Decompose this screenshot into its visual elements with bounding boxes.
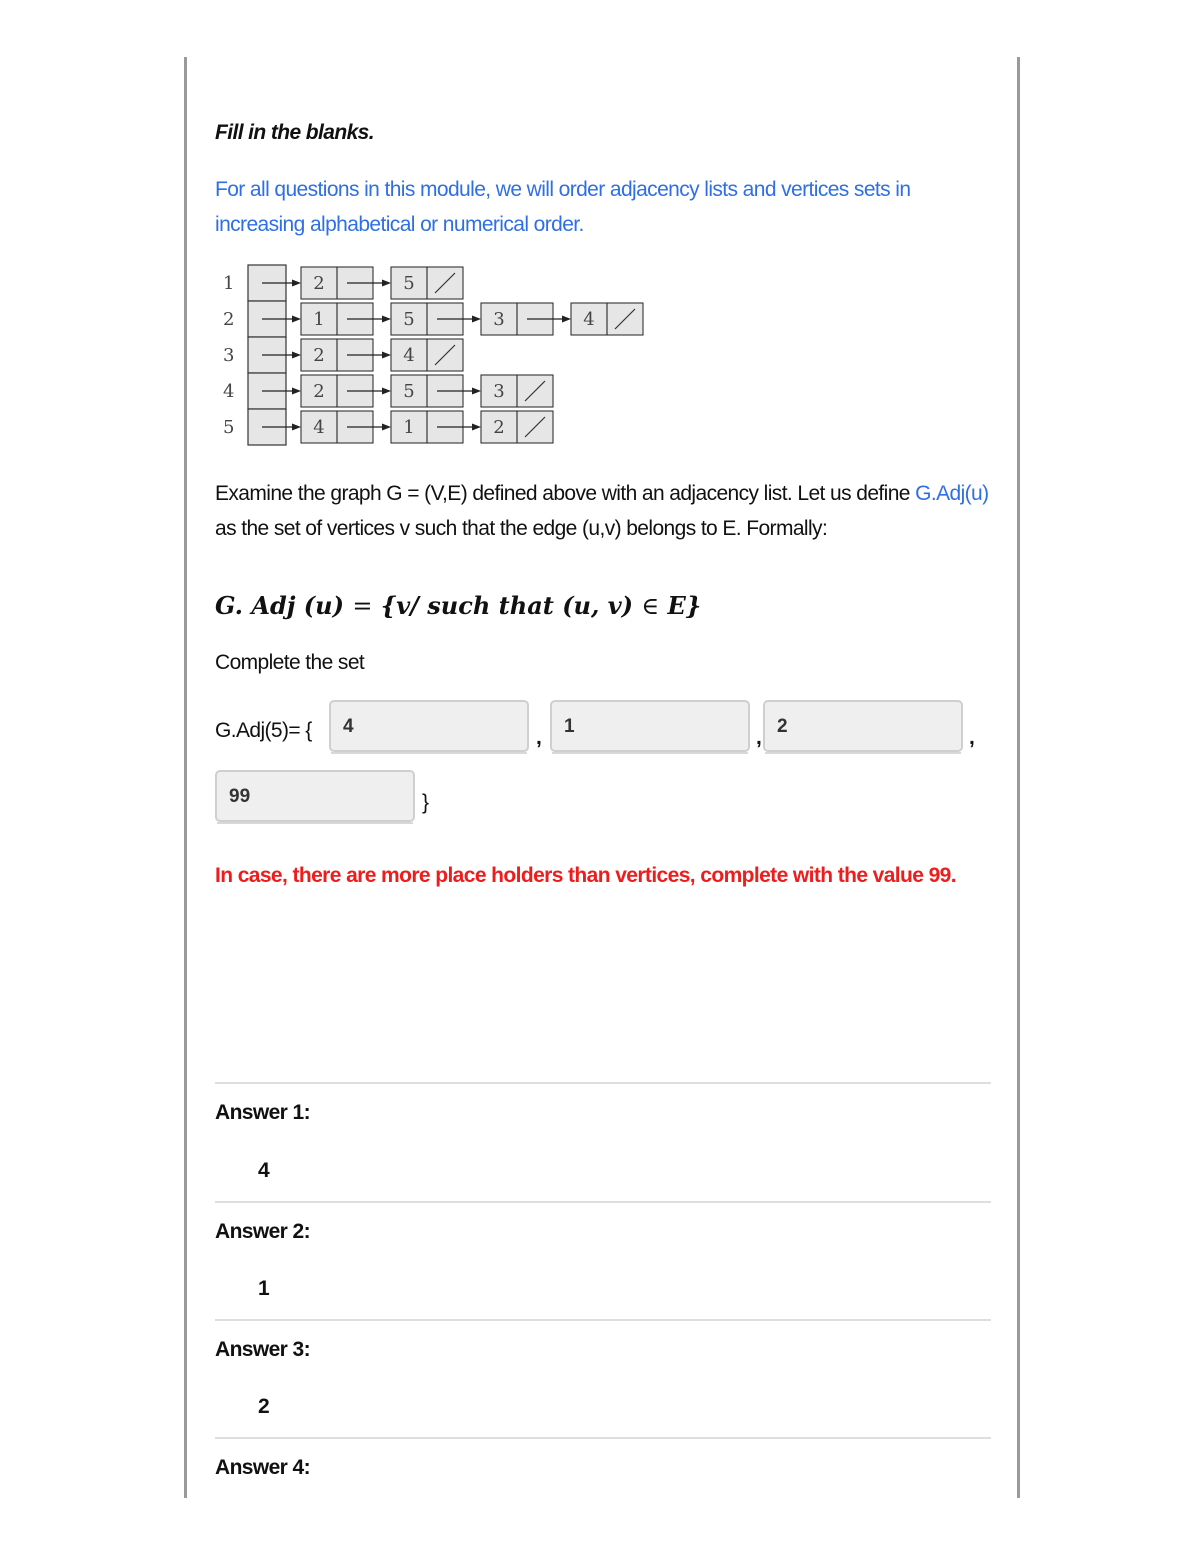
link-arrow-1-0-head — [382, 280, 391, 287]
comma-3: , — [969, 726, 975, 749]
node-value-4-1: 5 — [403, 381, 415, 402]
answers-divider-1 — [215, 1082, 991, 1084]
node-value-5-1: 1 — [403, 417, 415, 438]
vertex-label-4: 4 — [223, 381, 235, 402]
link-arrow-5-1-head — [472, 424, 481, 431]
node-value-2-0: 1 — [313, 309, 325, 330]
head-arrow-2-head — [292, 316, 301, 323]
node-value-1-1: 5 — [403, 273, 415, 294]
answer-input-3[interactable]: 2 — [763, 700, 963, 752]
right-border — [1017, 57, 1020, 1498]
answer-input-4[interactable]: 99 — [215, 770, 415, 822]
node-value-2-3: 4 — [583, 309, 595, 330]
answer-value-3: 2 — [258, 1395, 270, 1418]
head-arrow-5-head — [292, 424, 301, 431]
vertex-label-5: 5 — [223, 417, 235, 438]
node-value-2-1: 5 — [403, 309, 415, 330]
formula-element-of: ∈ — [641, 592, 660, 620]
adjacency-list-diagram — [215, 262, 675, 452]
formula-set-open: {v/ such that — [380, 591, 563, 620]
node-value-4-0: 2 — [313, 381, 325, 402]
comma-1: , — [536, 726, 542, 749]
link-arrow-4-0-head — [382, 388, 391, 395]
formula-set-close: E} — [667, 591, 702, 620]
node-value-4-2: 3 — [493, 381, 505, 402]
formula-equals: = — [352, 592, 373, 620]
left-border — [184, 57, 187, 1498]
node-value-3-1: 4 — [403, 345, 415, 366]
answer-label-4: Answer 4: — [215, 1456, 310, 1479]
node-value-3-0: 2 — [313, 345, 325, 366]
adj-definition-link: G.Adj(u) — [915, 482, 989, 505]
answer-input-2[interactable]: 1 — [550, 700, 750, 752]
answer-label-3: Answer 3: — [215, 1338, 310, 1361]
ordering-note: For all questions in this module, we will order adjacency lists and vertices sets in increasing alphabetical or numerical order. — [215, 178, 911, 236]
adjacency-list-figure — [215, 262, 675, 452]
node-value-5-0: 4 — [313, 417, 325, 438]
answer-label-2: Answer 2: — [215, 1220, 310, 1243]
answer-value-1: 4 — [258, 1159, 270, 1182]
graph-description — [215, 476, 990, 546]
adj-formula — [215, 591, 701, 620]
answer-value-2: 1 — [258, 1277, 270, 1300]
head-arrow-1-head — [292, 280, 301, 287]
set-prefix: G.Adj(5)= { — [215, 719, 312, 742]
head-arrow-3-head — [292, 352, 301, 359]
set-suffix: } — [422, 791, 429, 814]
node-value-5-2: 2 — [493, 417, 505, 438]
description-part-1: Examine the graph G = (V,E) defined above with an adjacency list. Let us define — [215, 482, 916, 505]
link-arrow-2-2-head — [562, 316, 571, 323]
link-arrow-4-1-head — [472, 388, 481, 395]
instruction-text: Fill in the blanks. — [215, 121, 374, 144]
node-value-1-0: 2 — [313, 273, 325, 294]
head-arrow-4-head — [292, 388, 301, 395]
answers-divider-4 — [215, 1437, 991, 1439]
answers-divider-2 — [215, 1201, 991, 1203]
comma-2: , — [756, 726, 762, 749]
vertex-label-3: 3 — [223, 345, 235, 366]
vertex-label-2: 2 — [223, 309, 235, 330]
formula-lhs: G. Adj (u) — [215, 591, 344, 620]
answers-divider-3 — [215, 1319, 991, 1321]
answer-label-1: Answer 1: — [215, 1101, 310, 1124]
placeholder-warning: In case, there are more place holders than vertices, complete with the value 99. — [215, 864, 956, 887]
vertex-label-1: 1 — [223, 273, 235, 294]
link-arrow-2-1-head — [472, 316, 481, 323]
answer-input-1[interactable]: 4 — [329, 700, 529, 752]
formula-pair: (u, v) — [562, 591, 634, 620]
node-value-2-2: 3 — [493, 309, 505, 330]
link-arrow-2-0-head — [382, 316, 391, 323]
link-arrow-5-0-head — [382, 424, 391, 431]
link-arrow-3-0-head — [382, 352, 391, 359]
complete-label: Complete the set — [215, 651, 365, 674]
description-part-2: as the set of vertices v such that the edge (u,v) belongs to E. Formally: — [215, 517, 828, 540]
